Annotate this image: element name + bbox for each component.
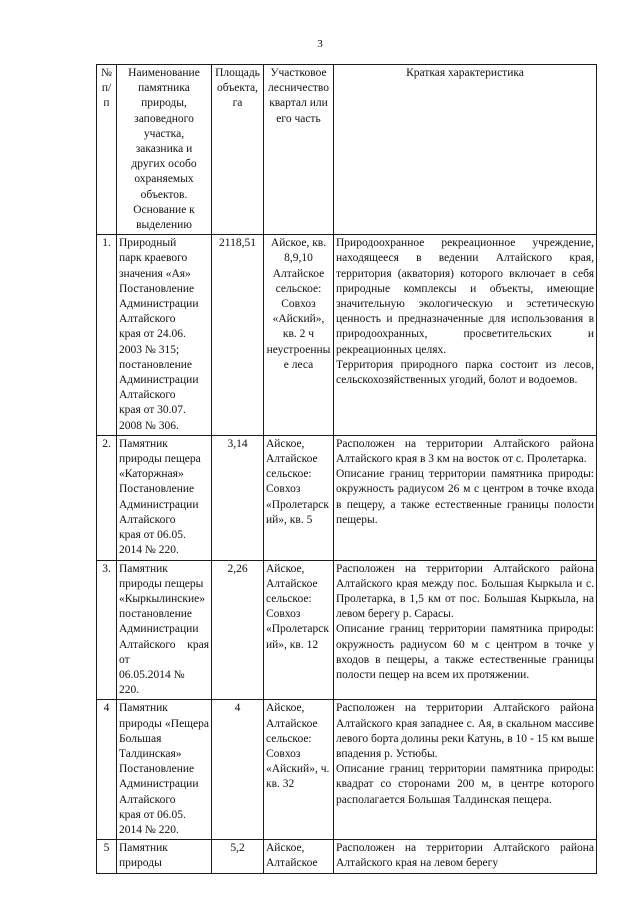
row-forestry: Айское, Алтайское сельское: Совхоз «Айский», ч. кв. 32 [264,700,334,840]
row-name: Памятник природы пещера «Каторжная» Постановление Администрации Алтайского края от 06.05. 2014 № 220. [117,435,212,560]
row-num: 4 [97,700,117,840]
description-paragraph: Описание границ территории памятника природы: окружность радиусом 26 м с центром в точке входа в пещеру, а также естественные границы полости пещеры. [336,468,594,526]
row-forestry: Айское, кв. 8,9,10 Алтайское сельское: Совхоз «Айский», кв. 2 ч неустроенные леса [264,235,334,436]
row-num: 2. [97,435,117,560]
row-forestry: Айское, Алтайское [264,840,334,873]
table-row [97,700,597,840]
row-description [334,435,597,560]
description-paragraph: Территория природного парка состоит из лесов, сельскохозяйственных угодий, болот и водоемов. [336,358,594,387]
header-description: Краткая характеристика [334,65,597,235]
header-forestry: Участковое лесничество квартал или его часть [264,65,334,235]
row-description [334,235,597,436]
header-num: № п/п [97,65,117,235]
row-num: 1. [97,235,117,436]
description-paragraph: Природоохранное рекреационное учреждение, находящееся в ведении Алтайского края, территория (акватория) которого включает в себя природные комплексы и объекты, имеющие значительную экологическую и эстетическую ценность и предназначенные для использования в природоохранных, просветительских и рекреационных целях. [336,237,594,356]
description-paragraph: Описание границ территории памятника природы: окружность радиусом 60 м с центром в точке у входов в пещеры, а также естественные границы полости пещер на всем их протяжении. [336,623,594,681]
description-paragraph: Расположен на территории Алтайского района Алтайского края в 3 км на восток от с. Пролетарка. [336,437,594,466]
row-forestry: Айское, Алтайское сельское: Совхоз «Пролетарский», кв. 5 [264,435,334,560]
table-row [97,560,597,700]
row-description [334,560,597,700]
row-name: Памятник природы пещеры «Кыркылинские» постановление Администрации Алтайского края от 06.05.2014 № 220. [117,560,212,700]
row-num: 5 [97,840,117,873]
row-area: 5,2 [212,840,264,873]
description-paragraph: Расположен на территории Алтайского района Алтайского края на левом берегу [336,842,594,870]
table-row [97,840,597,873]
header-area: Площадь объекта, га [212,65,264,235]
table-header-row [97,65,597,235]
row-area: 2118,51 [212,235,264,436]
row-name: Памятник природы [117,840,212,873]
row-description [334,700,597,840]
row-area: 4 [212,700,264,840]
protected-areas-table [96,64,597,874]
row-forestry: Айское, Алтайское сельское: Совхоз «Пролетарский», кв. 12 [264,560,334,700]
table-row [97,435,597,560]
row-name: Памятник природы «Пещера Большая Талдинская» Постановление Администрации Алтайского края от 06.05. 2014 № 220. [117,700,212,840]
description-paragraph: Описание границ территории памятника природы: квадрат со сторонами 200 м, в центре которого располагается Большая Талдинская пещера. [336,763,594,806]
header-name: Наименование памятника природы, заповедного участка, заказника и других особо охраняемых объектов. Основание к выделению [117,65,212,235]
table-row [97,235,597,436]
row-area: 2,26 [212,560,264,700]
description-paragraph: Расположен на территории Алтайского района Алтайского края между пос. Большая Кыркыла и с. Пролетарка, в 1,5 км от пос. Большая Кыркыла, на левом берегу р. Сарасы. [336,562,594,621]
page-number: 3 [317,38,323,50]
row-name: Природный парк краевого значения «Ая» Постановление Администрации Алтайского края от 24.06. 2003 № 315; постановление Администрации Алтайского края от 30.07. 2008 № 306. [117,235,212,436]
description-paragraph: Расположен на территории Алтайского района Алтайского края западнее с. Ая, в скальном массиве левого борта долины реки Катунь, в 10 - 15 км выше впадения р. Устюбы. [336,702,594,760]
row-area: 3,14 [212,435,264,560]
row-num: 3. [97,560,117,700]
row-description [334,840,597,873]
